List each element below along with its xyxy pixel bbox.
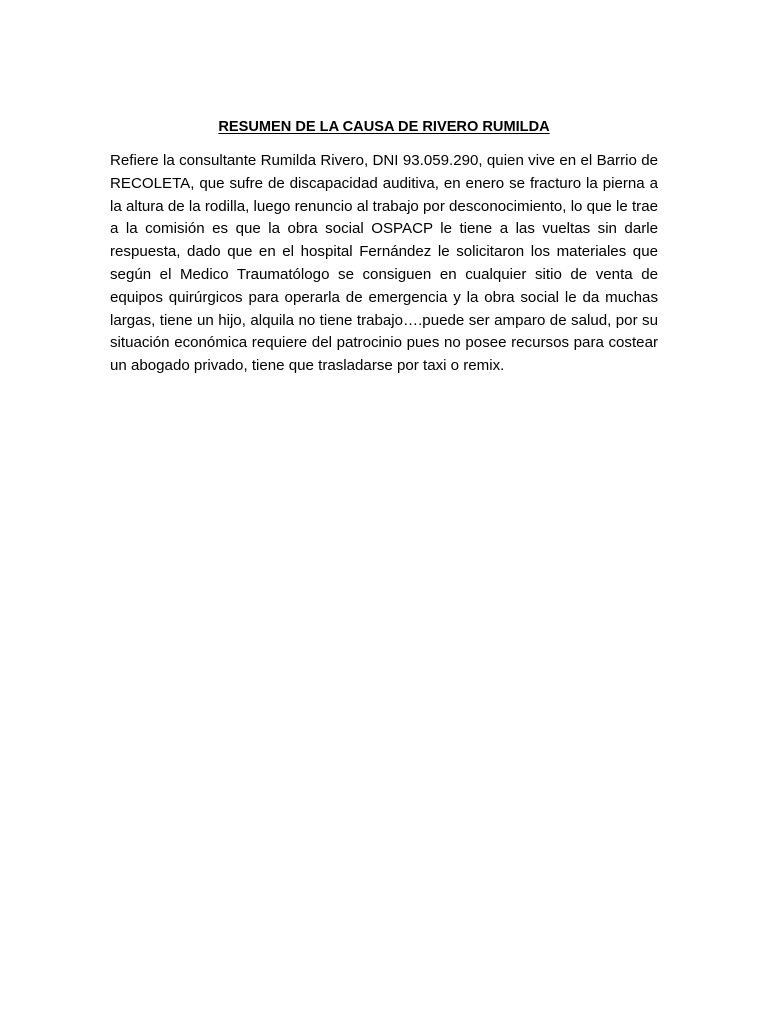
document-title: RESUMEN DE LA CAUSA DE RIVERO RUMILDA <box>218 119 550 135</box>
document-paragraph: Refiere la consultante Rumilda Rivero, DNI 93.059.290, quien vive en el Barrio de RECOLETA, que sufre de discapacidad auditiva, en enero se fracturo la pierna a la altura de la rodilla, luego renuncio al trabajo por desconocimiento, lo que le trae a la comisión es que la obra social OSPACP le tiene a las vueltas sin darle respuesta, dado que en el hospital Fernández le solicitaron los materiales que según el Medico Traumatólogo se consiguen en cualquier sitio de venta de equipos quirúrgicos para operarla de emergencia y la obra social le da muchas largas, tiene un hijo, alquila no tiene trabajo….puede ser amparo de salud, por su situación económica requiere del patrocinio pues no posee recursos para costear un abogado privado, tiene que trasladarse por taxi o remix. <box>110 152 658 375</box>
